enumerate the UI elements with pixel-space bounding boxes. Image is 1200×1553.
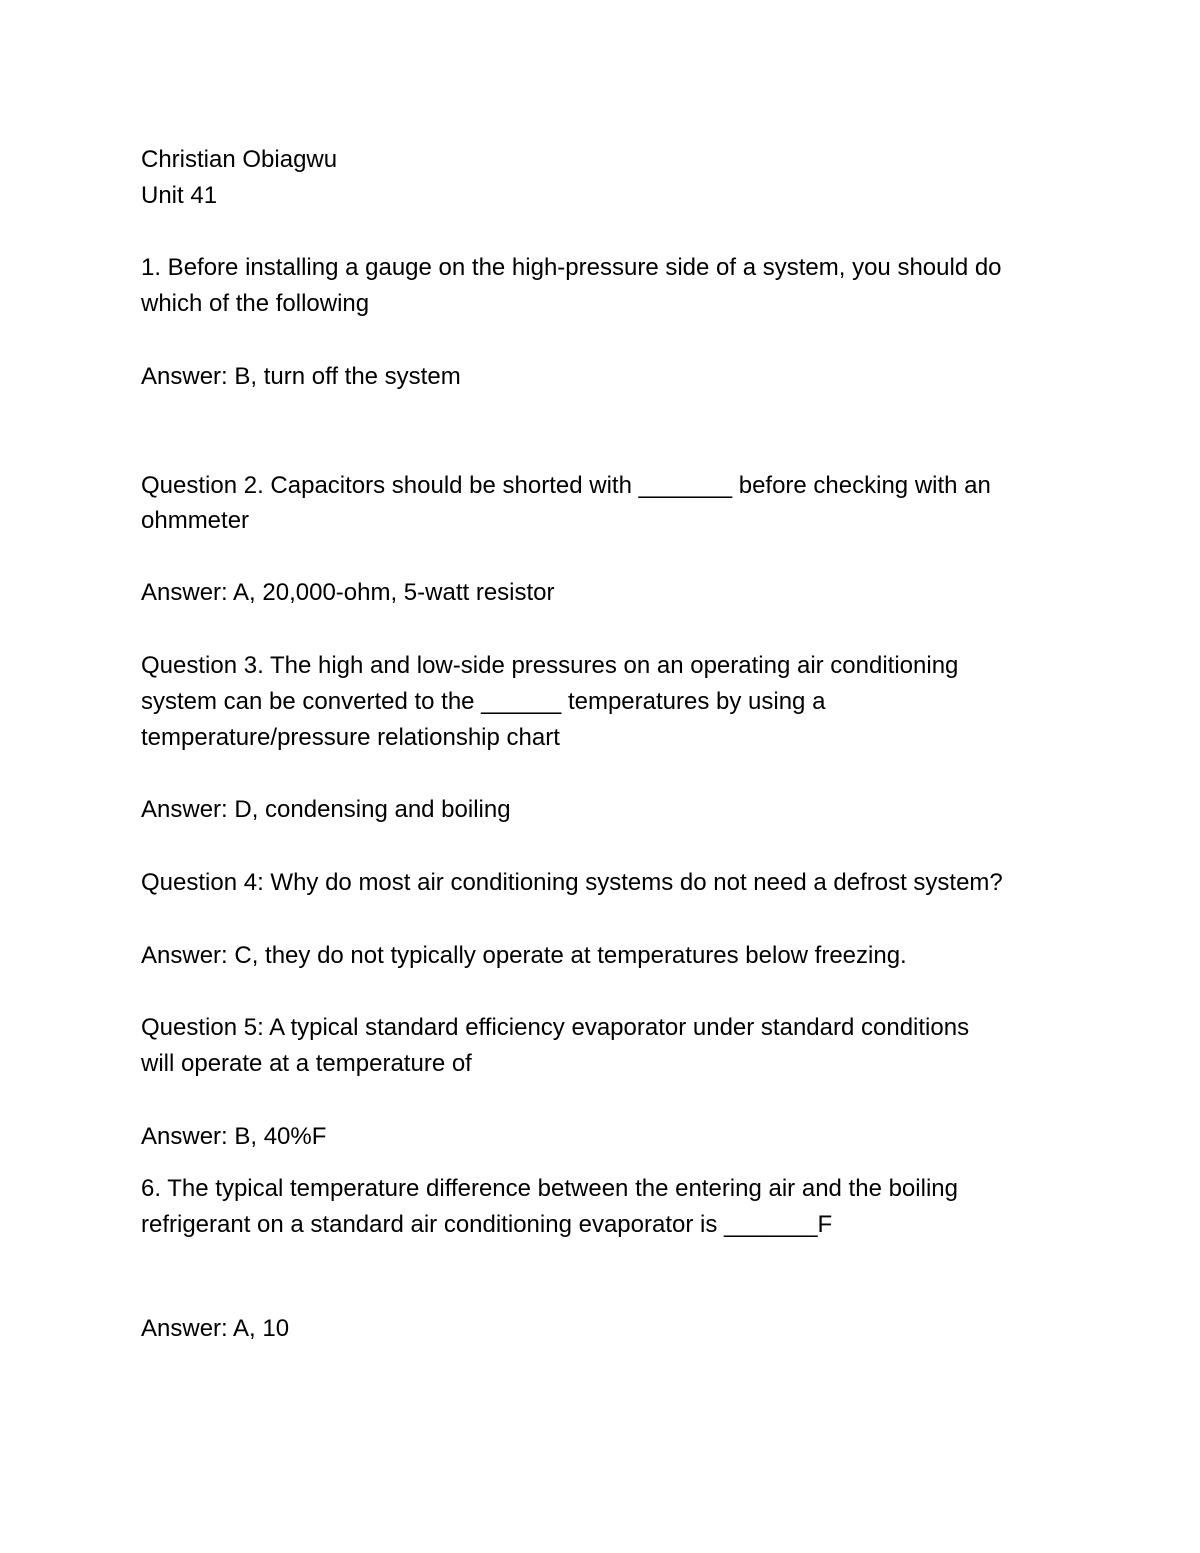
question-2-line-1: Question 2. Capacitors should be shorted with _______ before checking with an <box>141 472 991 499</box>
answer-2: Answer: A, 20,000-ohm, 5-watt resistor <box>141 579 555 606</box>
answer-5: Answer: B, 40%F <box>141 1123 327 1150</box>
question-5-line-1: Question 5: A typical standard efficiency evaporator under standard conditions <box>141 1014 970 1041</box>
question-6-line-2: refrigerant on a standard air conditioning evaporator is _______F <box>141 1211 833 1238</box>
answer-4: Answer: C, they do not typically operate at temperatures below freezing. <box>141 942 907 969</box>
answer-1: Answer: B, turn off the system <box>141 363 461 390</box>
question-2-line-2: ohmmeter <box>141 507 250 534</box>
question-5-line-2: will operate at a temperature of <box>141 1050 472 1077</box>
question-3-line-3: temperature/pressure relationship chart <box>141 724 560 751</box>
question-3-line-2: system can be converted to the ______ temperatures by using a <box>141 688 826 715</box>
question-1-line-2: which of the following <box>141 290 370 317</box>
unit-title: Unit 41 <box>141 182 218 209</box>
author-name: Christian Obiagwu <box>141 146 338 173</box>
question-1-line-1: 1. Before installing a gauge on the high-pressure side of a system, you should do <box>141 254 1002 281</box>
question-3-line-1: Question 3. The high and low-side pressures on an operating air conditioning <box>141 652 959 679</box>
answer-6: Answer: A, 10 <box>141 1315 290 1342</box>
question-4-line-1: Question 4: Why do most air conditioning systems do not need a defrost system? <box>141 869 1003 896</box>
question-6-line-1: 6. The typical temperature difference between the entering air and the boiling <box>141 1175 958 1202</box>
answer-3: Answer: D, condensing and boiling <box>141 796 511 823</box>
